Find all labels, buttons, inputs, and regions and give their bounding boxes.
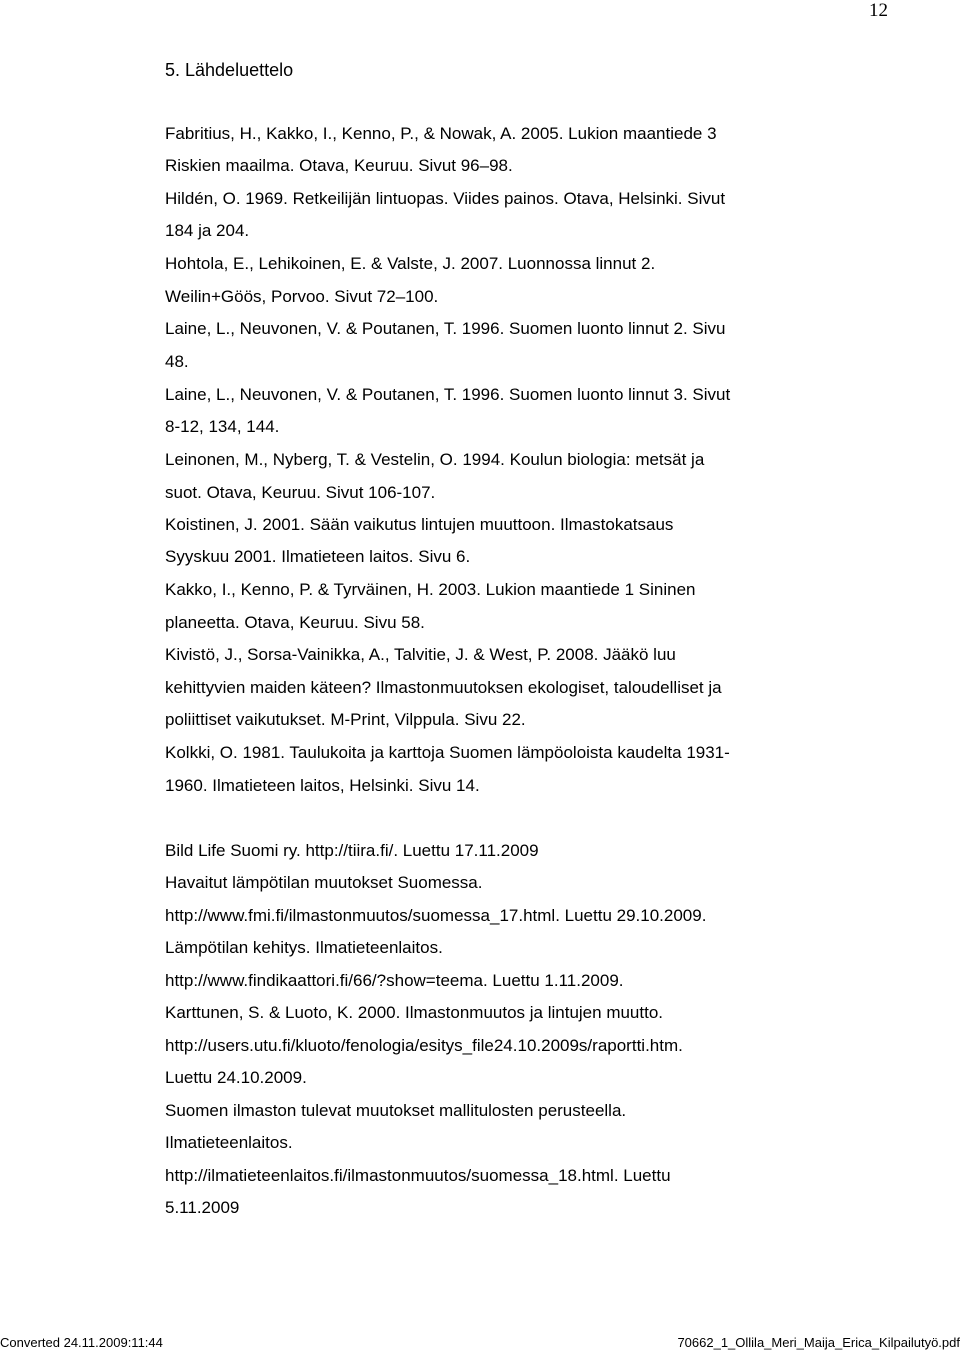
reference-line: 1960. Ilmatieteen laitos, Helsinki. Sivu 14. [165, 776, 480, 795]
reference-line: Karttunen, S. & Luoto, K. 2000. Ilmastonmuutos ja lintujen muutto. [165, 1003, 664, 1022]
reference-line: Ilmatieteenlaitos. [165, 1133, 293, 1152]
reference-line: Koistinen, J. 2001. Sään vaikutus lintujen muuttoon. Ilmastokatsaus [165, 515, 674, 534]
reference-line: Kolkki, O. 1981. Taulukoita ja karttoja Suomen lämpöoloista kaudelta 1931- [165, 743, 730, 762]
reference-line: Weilin+Göös, Porvoo. Sivut 72–100. [165, 287, 439, 306]
reference-line: Bild Life Suomi ry. http://tiira.fi/. Luettu 17.11.2009 [165, 841, 539, 860]
reference-line: http://ilmatieteenlaitos.fi/ilmastonmuutos/suomessa_18.html. Luettu [165, 1166, 671, 1185]
reference-line: Fabritius, H., Kakko, I., Kenno, P., & Nowak, A. 2005. Lukion maantiede 3 [165, 124, 717, 143]
reference-line: Laine, L., Neuvonen, V. & Poutanen, T. 1996. Suomen luonto linnut 2. Sivu [165, 319, 726, 338]
reference-line: Luettu 24.10.2009. [165, 1068, 307, 1087]
reference-line: 5.11.2009 [165, 1198, 240, 1217]
source-filename: 70662_1_Ollila_Meri_Maija_Erica_Kilpailutyö.pdf [677, 1335, 960, 1350]
reference-line: http://www.fmi.fi/ilmastonmuutos/suomessa_17.html. Luettu 29.10.2009. [165, 906, 707, 925]
reference-line: Suomen ilmaston tulevat muutokset mallitulosten perusteella. [165, 1101, 627, 1120]
reference-line: 8-12, 134, 144. [165, 417, 280, 436]
reference-line: Leinonen, M., Nyberg, T. & Vestelin, O. 1994. Koulun biologia: metsät ja [165, 450, 705, 469]
conversion-timestamp: Converted 24.11.2009:11:44 [0, 1335, 163, 1350]
page-number: 12 [869, 0, 888, 21]
reference-line: poliittiset vaikutukset. M-Print, Vilppula. Sivu 22. [165, 710, 526, 729]
reference-line: Hohtola, E., Lehikoinen, E. & Valste, J. 2007. Luonnossa linnut 2. [165, 254, 656, 273]
reference-line: planeetta. Otava, Keuruu. Sivu 58. [165, 613, 425, 632]
reference-line: Kakko, I., Kenno, P. & Tyrväinen, H. 2003. Lukion maantiede 1 Sininen [165, 580, 696, 599]
reference-line: Riskien maailma. Otava, Keuruu. Sivut 96–98. [165, 156, 513, 175]
reference-line: Kivistö, J., Sorsa-Vainikka, A., Talvitie, J. & West, P. 2008. Jääkö luu [165, 645, 676, 664]
reference-line: http://users.utu.fi/kluoto/fenologia/esitys_file24.10.2009s/raportti.htm. [165, 1036, 683, 1055]
section-heading: 5. Lähdeluettelo [165, 60, 294, 80]
reference-line: Laine, L., Neuvonen, V. & Poutanen, T. 1996. Suomen luonto linnut 3. Sivut [165, 385, 731, 404]
reference-line: Hildén, O. 1969. Retkeilijän lintuopas. Viides painos. Otava, Helsinki. Sivut [165, 189, 726, 208]
reference-line: http://www.findikaattori.fi/66/?show=teema. Luettu 1.11.2009. [165, 971, 624, 990]
reference-line: suot. Otava, Keuruu. Sivut 106-107. [165, 483, 436, 502]
reference-line: kehittyvien maiden käteen? Ilmastonmuutoksen ekologiset, taloudelliset ja [165, 678, 722, 697]
reference-line: Syyskuu 2001. Ilmatieteen laitos. Sivu 6. [165, 547, 471, 566]
reference-line: Lämpötilan kehitys. Ilmatieteenlaitos. [165, 938, 443, 957]
reference-line: Havaitut lämpötilan muutokset Suomessa. [165, 873, 483, 892]
reference-line: 48. [165, 352, 189, 371]
reference-line: 184 ja 204. [165, 221, 250, 240]
